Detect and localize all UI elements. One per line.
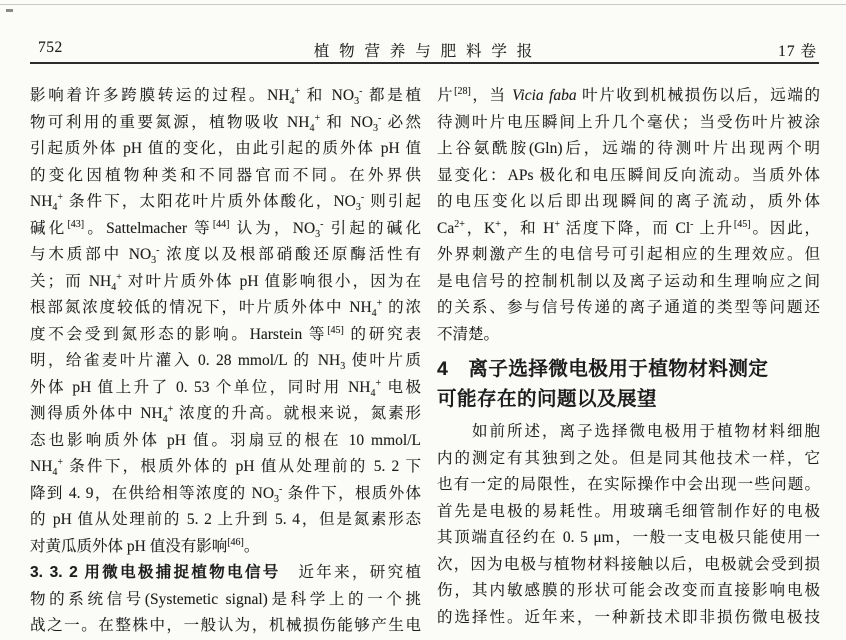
text-line: 态也影响质外体 pH 值。羽扇豆的根在 10 mmol/L (30, 431, 421, 449)
text-line: 的关系、参与信号传递的离子通道的类型等问题还 (437, 299, 820, 316)
text-line: 引起质外体 pH 值的变化，由此引起的质外体 pH 值 (30, 140, 421, 157)
text-line: 伤，其内敏感膜的形状可能会改变而直接影响电极 (437, 582, 820, 599)
section-heading-line1: 4 离子选择微电极用于植物材料测定 (437, 358, 769, 380)
text-line: 片[28]，当 Vicia faba 叶片收到机械损伤以后，远端的 (437, 85, 820, 104)
text-line: 明，给雀麦叶片灌入 0. 28 mmol/L 的 $NH_3$ 使叶片质 (30, 352, 421, 373)
text-line: 其顶端直径约在 0. 5 μm，一般一支电极只能使用一 (437, 529, 820, 546)
text-line: $NH_4^+$ 条件下，根质外体的 pH 值从处理前的 5. 2 下 (30, 456, 421, 479)
text-line: 降到 4. 9，在供给相等浓度的 $NO_3^-$ 条件下，根质外体 (30, 483, 421, 505)
right-column (437, 83, 820, 631)
text-line: 影响着许多跨膜转运的过程。$NH_4^+$ 和 $NO_3^-$ 都是植 (30, 85, 421, 108)
text-line: 测得质外体中 $NH_4^+$ 浓度的升高。就根来说，氮素形 (30, 403, 421, 426)
section-heading-line2: 可能存在的问题以及展望 (437, 388, 658, 410)
scan-edge-line (0, 4, 846, 5)
text-line: 首先是电极的易耗性。用玻璃毛细管制作好的电极 (437, 502, 820, 520)
text-line: 是电信号的控制机制以及离子运动和生理响应之间 (437, 272, 820, 290)
volume-label: 17 卷 (778, 43, 817, 60)
text-line-clipped: 战之一。在整株中，一般认为，机械损伤能够产生电 (30, 617, 421, 634)
text-line: 碱化[43]。Sattelmacher 等[44] 认为，$NO_3^-$ 引起的碱化 (30, 218, 421, 240)
text-line: 根部氮浓度较低的情况下，叶片质外体中 $NH_4^+$ 的浓 (30, 297, 421, 320)
text-line: 与木质部中 $NO_3^-$ 浓度以及根部硝酸还原酶活性有 (30, 244, 421, 267)
journal-title: 植 物 营 养 与 肥 料 学 报 (313, 43, 536, 60)
text-line: 内的测定有其独到之处。但是同其他技术一样，它 (437, 449, 820, 467)
text-line: 外界刺激产生的电信号可引起相应的生理效应。但 (437, 246, 820, 263)
text-line: 对黄瓜质外体 pH 值没有影响[46]。 (30, 536, 260, 555)
text-line: 也有一定的局限性，在实际操作中会出现一些问题。 (437, 476, 820, 493)
text-line: $Ca^{2+}$，K+，和 H+ 活度下降，而 Cl- 上升[45]。因此， (437, 218, 820, 237)
text-line: 度不会受到氮形态的影响。Harstein 等[45] 的研究表 (30, 324, 421, 343)
text-line: 物可利用的重要氮源，植物吸收 $NH_4^+$ 和 $NO_3^-$ 必然 (30, 112, 421, 134)
text-line: $NH_4^+$ 条件下，太阳花叶片质外体酸化，$NO_3^-$ 则引起 (30, 191, 421, 214)
text-line: 的变化因植物种类和不同器官而不同。在外界供 (30, 166, 421, 184)
text-line: 次，因为电极与植物材料接触以后，电极就会受到损 (437, 555, 820, 573)
text-line: 显变化：APs 极化和电压瞬间反向流动。当质外体 (437, 166, 820, 184)
page-header (30, 39, 819, 61)
text-line-clipped: 的选择性。近年来，一种新技术即非损伤微电极技 (437, 608, 820, 626)
text-line: 关；而 $NH_4^+$ 对叶片质外体 pH 值影响很小，因为在 (30, 271, 421, 293)
text-line: 如前所述，离子选择微电极用于植物材料细胞 (437, 423, 820, 440)
header-rule (30, 62, 819, 64)
text-line: 不清楚。 (437, 325, 500, 343)
page-number: 752 (38, 39, 63, 56)
text-line: 的电压变化以后即出现瞬间的离子流动，质外体 (437, 193, 820, 210)
subsection-heading-line: 3. 3. 2 用微电极捕捉植物电信号 近年来，研究植 (30, 564, 421, 581)
text-line: 外体 pH 值上升了 0. 53 个单位，同时用 $NH_4^+$ 电极 (30, 377, 421, 399)
text-line: 的 pH 值从处理前的 5. 2 上升到 5. 4，但是氮素形态 (30, 511, 421, 528)
scan-corner-mark (6, 9, 13, 12)
section-heading (437, 354, 820, 414)
text-line: 上谷氨酰胺(Gln)后，远端的待测叶片出现两个明 (437, 140, 820, 157)
text-line: 待测叶片电压瞬间上升几个毫伏；当受伤叶片被涂 (437, 113, 820, 131)
text-line: 物的系统信号(Systemetic signal)是科学上的一个挑 (30, 590, 421, 608)
left-column (30, 83, 421, 640)
